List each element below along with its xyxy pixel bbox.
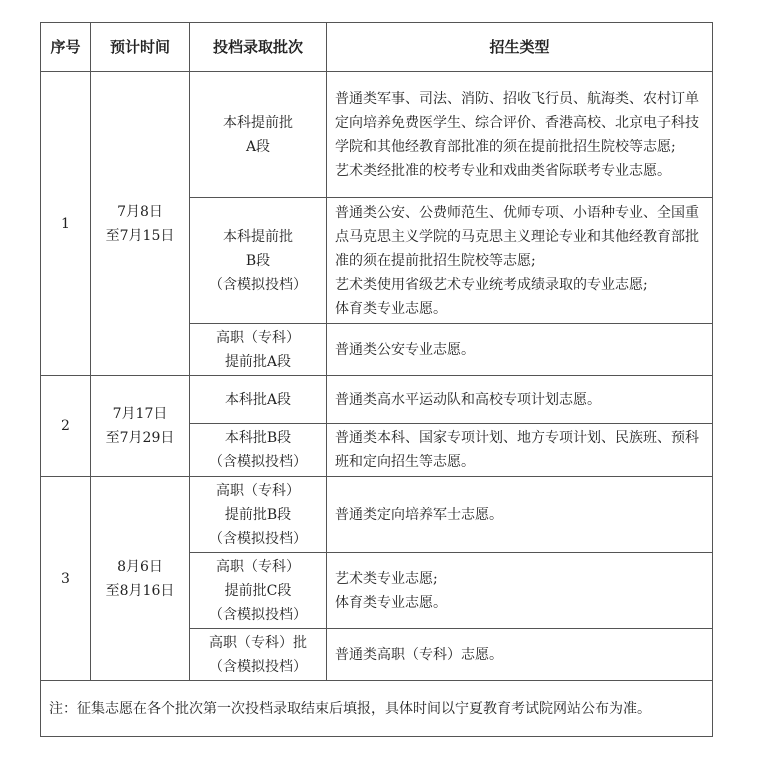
note-row	[41, 681, 713, 737]
batch-cell: 本科批A段	[190, 376, 327, 424]
header-time: 预计时间	[91, 23, 190, 72]
group-no: 1	[41, 72, 91, 376]
header-row	[41, 23, 713, 72]
type-cell: 普通类本科、国家专项计划、地方专项计划、民族班、预科班和定向招生等志愿。	[327, 424, 713, 477]
time-cell: 7月8日 至7月15日	[91, 72, 190, 376]
header-batch: 投档录取批次	[190, 23, 327, 72]
batch-cell: 高职（专科） 提前批A段	[190, 324, 327, 376]
table-row	[41, 376, 713, 424]
batch-cell: 本科提前批 B段 （含模拟投档）	[190, 198, 327, 324]
type-cell: 普通类高水平运动队和高校专项计划志愿。	[327, 376, 713, 424]
group-no: 3	[41, 477, 91, 681]
type-cell: 普通类军事、司法、消防、招收飞行员、航海类、农村订单定向培养免费医学生、综合评价、香港高校、北京电子科技学院和其他经教育部批准的须在提前批招生院校等志愿; 艺术类经批准的校考专业和戏曲类省际联考专业志愿。	[327, 72, 713, 198]
batch-cell: 本科批B段 （含模拟投档）	[190, 424, 327, 477]
type-cell: 艺术类专业志愿; 体育类专业志愿。	[327, 553, 713, 629]
time-cell: 8月6日 至8月16日	[91, 477, 190, 681]
footnote: 注：征集志愿在各个批次第一次投档录取结束后填报，具体时间以宁夏教育考试院网站公布为准。	[41, 681, 713, 737]
type-cell: 普通类高职（专科）志愿。	[327, 629, 713, 681]
header-no: 序号	[41, 23, 91, 72]
batch-cell: 高职（专科） 提前批C段 （含模拟投档）	[190, 553, 327, 629]
table-row	[41, 477, 713, 553]
type-cell: 普通类定向培养军士志愿。	[327, 477, 713, 553]
header-type: 招生类型	[327, 23, 713, 72]
time-cell: 7月17日 至7月29日	[91, 376, 190, 477]
admission-schedule-table	[40, 22, 713, 737]
type-cell: 普通类公安、公费师范生、优师专项、小语种专业、全国重点马克思主义学院的马克思主义理论专业和其他经教育部批准的须在提前批招生院校等志愿; 艺术类使用省级艺术专业统考成绩录取的专业志愿; 体育类专业志愿。	[327, 198, 713, 324]
batch-cell: 高职（专科）批 （含模拟投档）	[190, 629, 327, 681]
batch-cell: 本科提前批 A段	[190, 72, 327, 198]
table-row	[41, 72, 713, 198]
batch-cell: 高职（专科） 提前批B段 （含模拟投档）	[190, 477, 327, 553]
group-no: 2	[41, 376, 91, 477]
type-cell: 普通类公安专业志愿。	[327, 324, 713, 376]
